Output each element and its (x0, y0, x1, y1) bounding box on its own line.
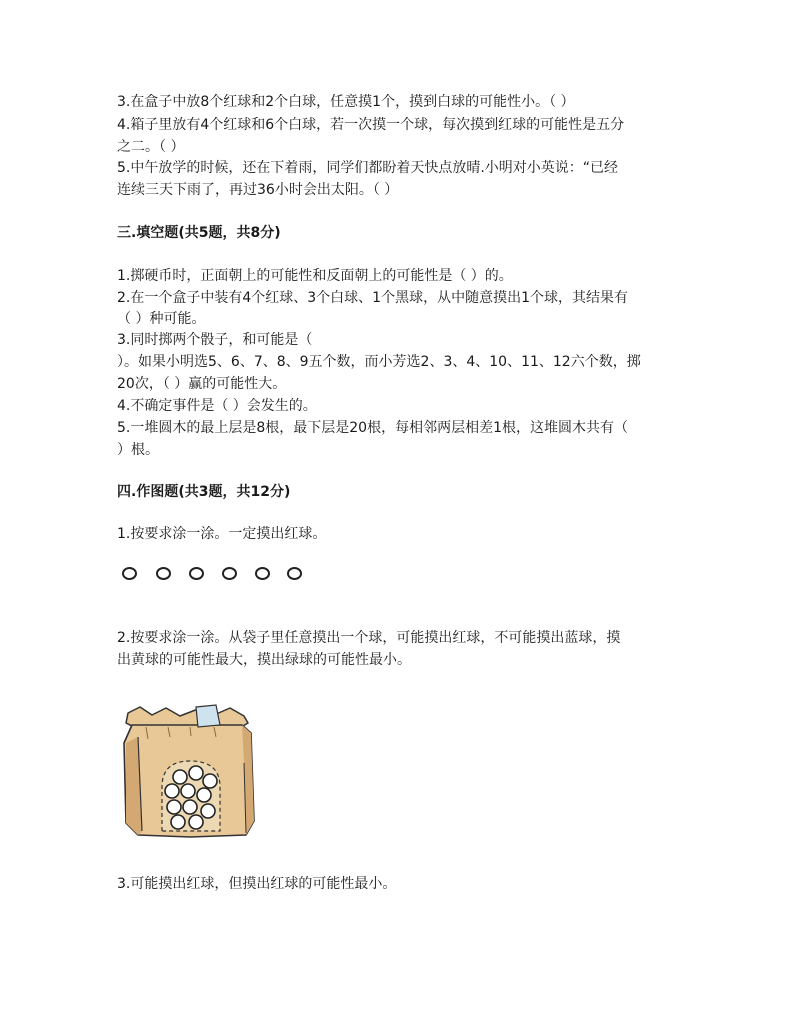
ball-circle[interactable] (222, 567, 237, 580)
ball-circle[interactable] (255, 567, 270, 580)
ball-circle[interactable] (287, 567, 302, 580)
section-4-title: 四.作图题(共3题，共12分) (117, 484, 291, 500)
question-4-2-line1: 2.按要求涂一涂。从袋子里任意摸出一个球，可能摸出红球，不可能摸出蓝球，摸 (117, 630, 621, 646)
question-3-1: 1.掷硬币时，正面朝上的可能性和反面朝上的可能性是（ ）的。 (117, 268, 513, 284)
question-3-2-line1: 2.在一个盒子中装有4个红球、3个白球、1个黑球，从中随意摸出1个球，其结果有 (117, 290, 628, 306)
question-3-3-line3: 20次，（ ）赢的可能性大。 (117, 376, 287, 392)
question-2-5-line2: 连续三天下雨了，再过36小时会出太阳。（ ） (117, 182, 399, 198)
question-3-3-line1: 3.同时掷两个骰子，和可能是（ (117, 332, 313, 348)
question-3-5-line2: ）根。 (117, 442, 159, 458)
question-2-5-line1: 5.中午放学的时候，还在下着雨，同学们都盼着天快点放晴.小明对小英说：“已经 (117, 160, 619, 176)
paper-bag-illustration (118, 703, 256, 843)
ball-circle[interactable] (122, 567, 137, 580)
ball-circle[interactable] (189, 567, 204, 580)
question-4-1: 1.按要求涂一涂。一定摸出红球。 (117, 526, 327, 542)
question-3-4: 4.不确定事件是（ ）会发生的。 (117, 398, 317, 414)
question-2-4-line1: 4.箱子里放有4个红球和6个白球，若一次摸一个球，每次摸到红球的可能性是五分 (117, 117, 625, 133)
question-3-5-line1: 5.一堆圆木的最上层是8根，最下层是20根，每相邻两层相差1根，这堆圆木共有（ (117, 420, 628, 436)
question-3-2-line2: （ ）种可能。 (117, 311, 206, 327)
question-3-3-line2: ）。如果小明选5、6、7、8、9五个数，而小芳选2、3、4、10、11、12六个数，掷 (117, 354, 641, 370)
section-3-title: 三.填空题(共5题，共8分) (117, 225, 281, 241)
question-4-2-line2: 出黄球的可能性最大，摸出绿球的可能性最小。 (117, 652, 411, 668)
question-2-3: 3.在盒子中放8个红球和2个白球，任意摸1个，摸到白球的可能性小。（ ） (117, 94, 575, 110)
ball-circle[interactable] (156, 567, 171, 580)
question-2-4-line2: 之二。（ ） (117, 139, 185, 155)
question-4-3: 3.可能摸出红球，但摸出红球的可能性最小。 (117, 876, 397, 892)
